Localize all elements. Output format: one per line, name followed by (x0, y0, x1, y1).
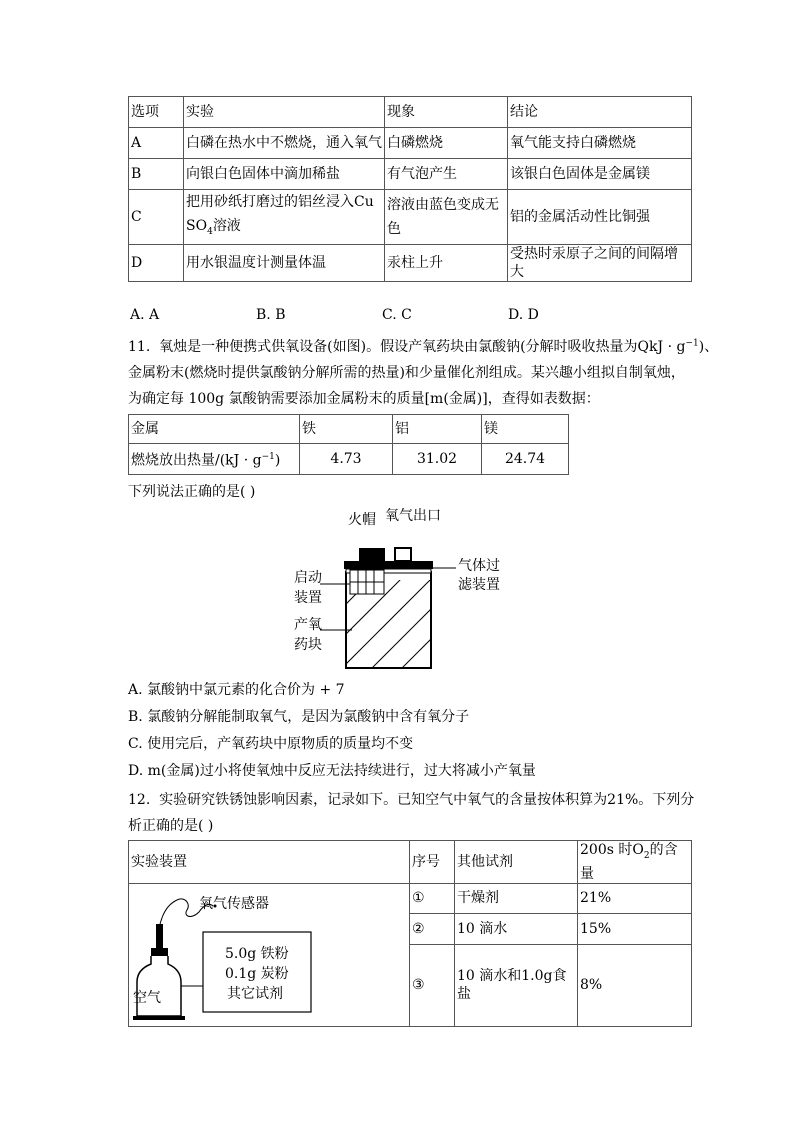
row-experiment: 用水银温度计测量体温 (184, 245, 385, 282)
table-row (129, 128, 692, 159)
q11-line-1: 11. 氧烛是一种便携式供氧设备(如图)。假设产氧药块由氯酸钠(分解时吸收热量为QkJ · $g^{-1}$)、 (128, 338, 719, 355)
sensor-probe (156, 924, 163, 950)
box-line-3: 其它试剂 (227, 986, 283, 1003)
row-label: D (129, 245, 184, 282)
cap-label: 火帽 (348, 512, 376, 528)
fire-cap (359, 548, 385, 562)
q10-option-a[interactable]: A. A (130, 307, 160, 323)
row-o2: 15% (578, 913, 692, 944)
bottle-base (133, 1016, 185, 1020)
q11-option-c[interactable]: C. 使用完后，产氧药块中原物质的质量均不变 (128, 736, 414, 752)
filter-plate (344, 561, 433, 569)
q10-option-c[interactable]: C. C (382, 307, 412, 323)
rust-experiment-table (128, 840, 692, 1027)
row-label: C (129, 190, 184, 245)
block-label-2: 药块 (294, 637, 322, 653)
row-phenomenon (385, 190, 508, 245)
row-number: ① (410, 883, 455, 913)
start-label-1: 启动 (294, 570, 322, 586)
air-label: 空气 (133, 990, 161, 1007)
table-row (129, 190, 692, 245)
header-phenomenon: 现象 (385, 97, 508, 128)
header-apparatus: 实验装置 (129, 841, 410, 884)
oxygen-outlet (395, 548, 411, 561)
block-label-1: 产氧 (294, 617, 322, 633)
row-experiment (184, 190, 385, 245)
apparatus-cell (129, 883, 410, 1026)
row-conclusion: 受热时汞原子之间的间隔增大 (508, 245, 692, 282)
header-experiment: 实验 (184, 97, 385, 128)
q12-line-1: 12. 实验研究铁锈蚀影响因素，记录如下。已知空气中氧气的含量按体积算为21%。下列分 (128, 792, 695, 808)
header-option: 选项 (129, 97, 184, 128)
metal-name: 铝 (393, 415, 482, 444)
row-o2: 8% (578, 944, 692, 1026)
table-row (129, 245, 692, 282)
table-row (129, 159, 692, 190)
row-number: ② (410, 913, 455, 944)
row-experiment: 向银白色固体中滴加稀盐 (184, 159, 385, 190)
row-o2: 21% (578, 883, 692, 913)
heat-value: 4.73 (300, 444, 393, 475)
row-conclusion: 该银白色固体是金属镁 (508, 159, 692, 190)
q11-line-2: 金属粉末(燃烧时提供氯酸钠分解所需的热量)和少量催化剂组成。某兴趣小组拟自制氧烛， (128, 365, 685, 381)
q10-option-d[interactable]: D. D (508, 307, 539, 323)
row-experiment: 白磷在热水中不燃烧，通入氧气 (184, 128, 385, 159)
box-line-1: 5.0g 铁粉 (225, 946, 289, 963)
heat-value: 31.02 (393, 444, 482, 475)
experiment-table (128, 96, 692, 282)
row-label: B (129, 159, 184, 190)
header-reagent: 其他试剂 (455, 841, 578, 884)
experiment-line: 把用砂纸打磨过的铝丝浸入Cu (186, 194, 374, 211)
bottle (137, 956, 181, 1016)
q11-option-b[interactable]: B. 氯酸钠分解能制取氧气，是因为氯酸钠中含有氧分子 (128, 709, 470, 725)
question-number: 11. (128, 339, 151, 355)
q11-option-d[interactable]: D. m(金属)过小将使氧烛中反应无法持续进行，过大将减小产氧量 (128, 763, 536, 779)
q11-line-3: 为确定每 100g 氯酸钠需要添加金属粉末的质量[m(金属)]，查得如表数据： (128, 391, 600, 407)
q11-option-a[interactable]: A. 氯酸钠中氯元素的化合价为 + 7 (128, 682, 345, 698)
header-metal: 金属 (129, 415, 300, 444)
metal-heat-table (128, 414, 569, 475)
filter-label-1: 气体过 (458, 558, 500, 574)
phenomenon-line: 色 (387, 221, 401, 237)
start-label-2: 装置 (294, 590, 322, 606)
row-phenomenon: 有气泡产生 (385, 159, 508, 190)
row-phenomenon: 汞柱上升 (385, 245, 508, 282)
header-conclusion: 结论 (508, 97, 692, 128)
header-o2-content: 200s 时$O_2$的含量 (578, 841, 692, 884)
outlet-label: 氧气出口 (385, 508, 441, 524)
row-number: ③ (410, 944, 455, 1026)
header-number: 序号 (410, 841, 455, 884)
metal-name: 铁 (300, 415, 393, 444)
stopper (151, 948, 168, 956)
row-label: A (129, 128, 184, 159)
apparatus-diagram (129, 884, 405, 1025)
sensor-label: 氧气传感器 (199, 896, 269, 913)
phenomenon-line: 溶液由蓝色变成无 (387, 197, 499, 213)
box-line-2: 0.1g 炭粉 (225, 966, 289, 983)
table-row (129, 883, 692, 913)
metal-name: 镁 (482, 415, 569, 444)
heat-value: 24.74 (482, 444, 569, 475)
heat-row-label: 燃烧放出热量$/(kJ \cdot g^{-1})$ (129, 444, 300, 475)
row-reagent: 10 滴水和1.0g食盐 (455, 944, 578, 1026)
q11-prompt: 下列说法正确的是( ) (128, 484, 256, 500)
q12-line-2: 析正确的是( ) (128, 818, 214, 834)
experiment-line: $SO_4$溶液 (186, 218, 241, 237)
row-conclusion: 铝的金属活动性比铜强 (508, 190, 692, 245)
row-reagent: 干燥剂 (455, 883, 578, 913)
row-phenomenon: 白磷燃烧 (385, 128, 508, 159)
filter-label-2: 滤装置 (458, 577, 500, 593)
oxygen-candle-diagram (280, 500, 510, 675)
row-conclusion: 氧气能支持白磷燃烧 (508, 128, 692, 159)
q10-option-b[interactable]: B. B (256, 307, 286, 323)
question-number: 12. (128, 792, 151, 808)
row-reagent: 10 滴水 (455, 913, 578, 944)
